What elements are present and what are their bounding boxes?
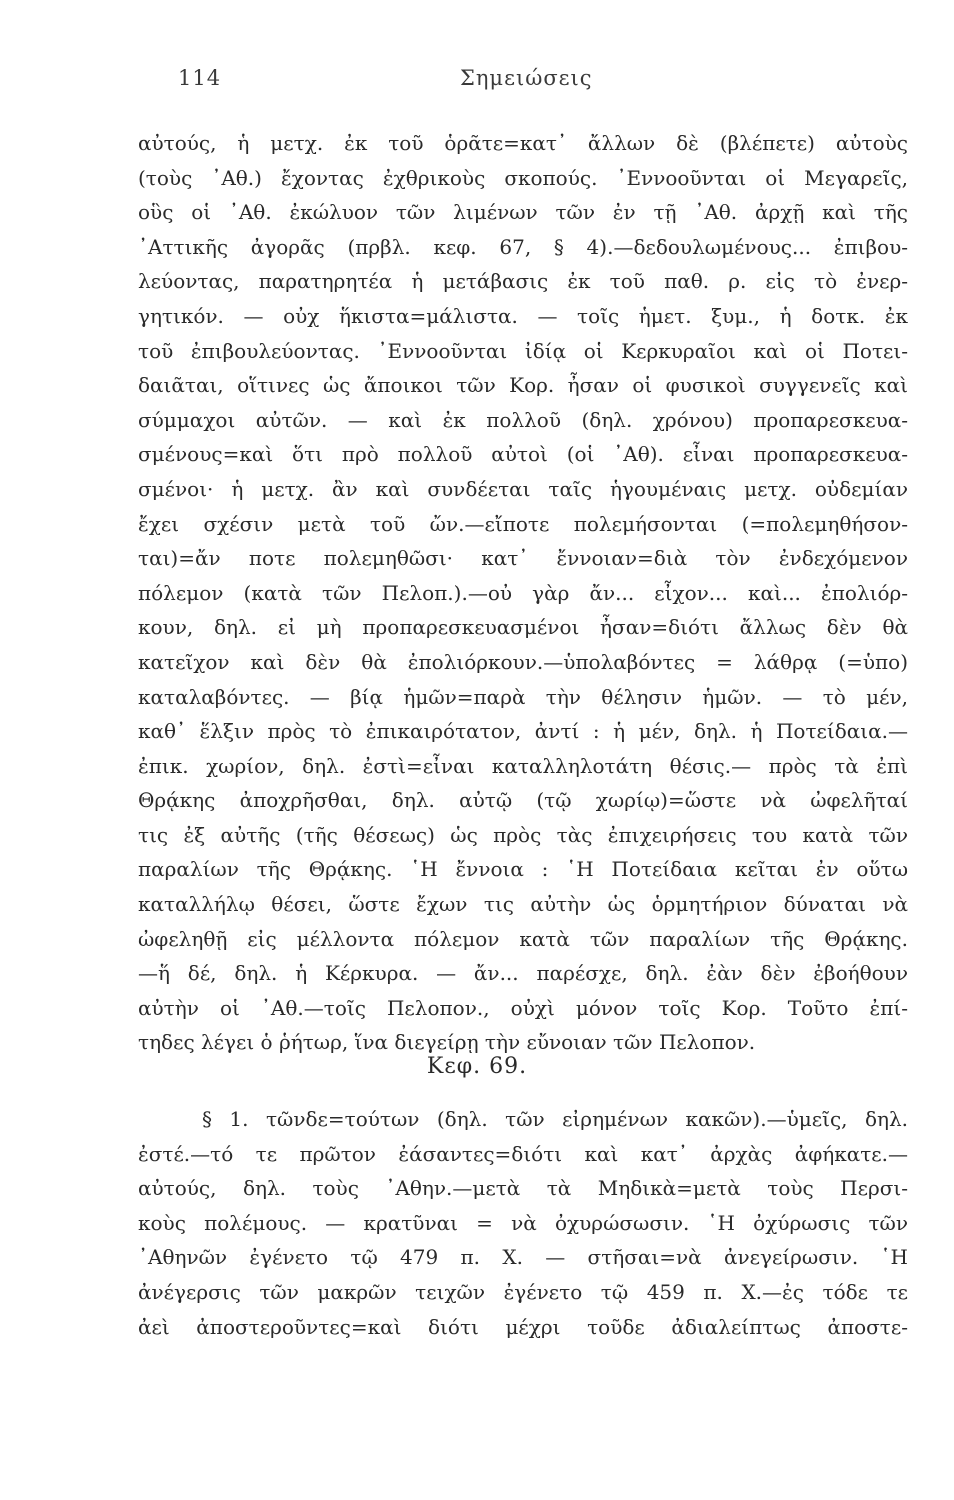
text-line: σμένοι· ἡ μετχ. ἂν καὶ συνδέεται ταῖς ἡγουμέναις μετχ. οὐδεμίαν [138, 476, 908, 501]
running-head: Σημειώσεις [460, 66, 593, 90]
text-line: ἀνέγερσις τῶν μακρῶν τειχῶν ἐγένετο τῷ 459 π. Χ.—ἐς τόδε τε [138, 1279, 908, 1304]
text-line: καταλλήλῳ θέσει, ὥστε ἔχων τις αὐτὴν ὡς ὁρμητήριον δύναται νὰ [138, 892, 908, 917]
chapter-heading: Κεφ. 69. [426, 1054, 528, 1079]
text-line: αὐτὴν οἱ ᾿Αθ.—τοῖς Πελοπον., οὐχὶ μόνον τοῖς Κορ. Τοῦτο ἐπί- [138, 995, 908, 1020]
text-line: § 1. τῶνδε=τούτων (δηλ. τῶν εἰρημένων κακῶν).—ὑμεῖς, δηλ. [202, 1107, 908, 1131]
notes-paragraph-1 [138, 126, 908, 1060]
text-line: —ἥ δέ, δηλ. ἡ Κέρκυρα. — ἄν... παρέσχε, δηλ. ἐὰν δὲν ἐβοήθουν [138, 961, 908, 986]
text-line: ται)=ἄν ποτε πολεμηθῶσι· κατ᾽ ἔννοιαν=διὰ τὸν ἐνδεχόμενον [138, 546, 908, 571]
text-line: οὓς οἱ ᾿Αθ. ἐκώλυον τῶν λιμένων τῶν ἐν τῇ ᾿Αθ. ἀρχῇ καὶ τῆς [138, 200, 908, 225]
text-line: (τοὺς ᾿Αθ.) ἔχοντας ἐχθρικοὺς σκοπούς. ᾿Εννοοῦνται οἱ Μεγαρεῖς, [138, 165, 908, 190]
text-line: τοῦ ἐπιβουλεύοντας. ᾿Εννοοῦνται ἰδίᾳ οἱ Κερκυραῖοι καὶ οἱ Ποτει- [138, 338, 908, 363]
text-line: αὐτούς, δηλ. τοὺς ᾿Αθην.—μετὰ τὰ Μηδικὰ=μετὰ τοὺς Περσι- [138, 1176, 908, 1201]
text-line: ἐστέ.—τό τε πρῶτον ἐάσαντες=διότι καὶ κατ᾽ ἀρχὰς ἀφήκατε.— [138, 1141, 908, 1166]
text-line: κοὺς πολέμους. — κρατῦναι = νὰ ὀχυρώσωσιν. ῾Η ὀχύρωσις τῶν [138, 1210, 908, 1235]
text-line: ἐπικ. χωρίον, δηλ. ἐστὶ=εἶναι καταλληλοτάτη θέσις.— πρὸς τὰ ἐπὶ [138, 753, 908, 778]
text-line: σύμμαχοι αὐτῶν. — καὶ ἐκ πολλοῦ (δηλ. χρόνου) προπαρεσκευα- [138, 407, 908, 432]
text-line: λεύοντας, παρατηρητέα ἡ μετάβασις ἐκ τοῦ παθ. ρ. εἰς τὸ ἐνερ- [138, 269, 908, 294]
text-line: ᾿Αττικῆς ἀγορᾶς (πρβλ. κεφ. 67, § 4).—δεδουλωμένους... ἐπιβου- [138, 234, 908, 259]
text-line: δαιᾶται, οἵτινες ὡς ἄποικοι τῶν Κορ. ἦσαν οἱ φυσικοὶ συγγενεῖς καὶ [138, 373, 908, 398]
text-line: αὐτούς, ἡ μετχ. ἐκ τοῦ ὁρᾶτε=κατ᾽ ἄλλων δὲ (βλέπετε) αὐτοὺς [138, 131, 908, 155]
text-line: κατεῖχον καὶ δὲν θὰ ἐπολιόρκουν.—ὑπολαβόντες = λάθρᾳ (=ὑπο) [138, 649, 908, 674]
text-line: τις ἐξ αὐτῆς (τῆς θέσεως) ὡς πρὸς τὰς ἐπιχειρήσεις του κατὰ τῶν [138, 822, 908, 847]
text-line: ᾿Αθηνῶν ἐγένετο τῷ 479 π. Χ. — στῆσαι=νὰ ἀνεγείρωσιν. ῾Η [138, 1245, 908, 1270]
text-line: καθ᾽ ἕλξιν πρὸς τὸ ἐπικαιρότατον, ἀντί : ἡ μέν, δηλ. ἡ Ποτείδαια.— [138, 719, 908, 744]
text-line: Θρᾴκης ἀποχρῆσθαι, δηλ. αὐτῷ (τῷ χωρίῳ)=ὥστε νὰ ὠφελῆταί [138, 788, 908, 813]
text-line: γητικόν. — οὐχ ἥκιστα=μάλιστα. — τοῖς ἡμετ. ξυμ., ἡ δοτκ. ἐκ [138, 303, 908, 328]
text-line: παραλίων τῆς Θρᾴκης. ῾Η ἔννοια : ῾Η Ποτείδαια κεῖται ἐν οὕτω [138, 857, 908, 882]
text-line: τηδες λέγει ὁ ῥήτωρ, ἵνα διεγείρῃ τὴν εὔνοιαν τῶν Πελοπον. [138, 1030, 756, 1055]
text-line: κουν, δηλ. εἰ μὴ προπαρεσκευασμένοι ἦσαν=διότι ἄλλως δὲν θὰ [138, 615, 908, 640]
text-line: καταλαβόντες. — βίᾳ ἡμῶν=παρὰ τὴν θέλησιν ἡμῶν. — τὸ μέν, [138, 684, 908, 709]
notes-paragraph-2 [138, 1102, 908, 1344]
text-line: πόλεμον (κατὰ τῶν Πελοπ.).—οὐ γὰρ ἄν... εἶχον... καὶ... ἐπολιόρ- [138, 580, 908, 605]
text-line: ἀεὶ ἀποστεροῦντες=καὶ διότι μέχρι τοῦδε ἀδιαλείπτως ἀποστε- [138, 1314, 908, 1339]
text-line: ἔχει σχέσιν μετὰ τοῦ ὤν.—εἴποτε πολεμήσονται (=πολεμηθήσον- [138, 511, 908, 536]
page-number: 114 [178, 66, 222, 90]
page-header [178, 66, 904, 96]
text-line: ὠφεληθῇ εἰς μέλλοντα πόλεμον κατὰ τῶν παραλίων τῆς Θρᾴκης. [138, 926, 908, 951]
text-line: σμένους=καὶ ὅτι πρὸ πολλοῦ αὐτοὶ (οἱ ᾿Αθ). εἶναι προπαρεσκευα- [138, 442, 908, 467]
